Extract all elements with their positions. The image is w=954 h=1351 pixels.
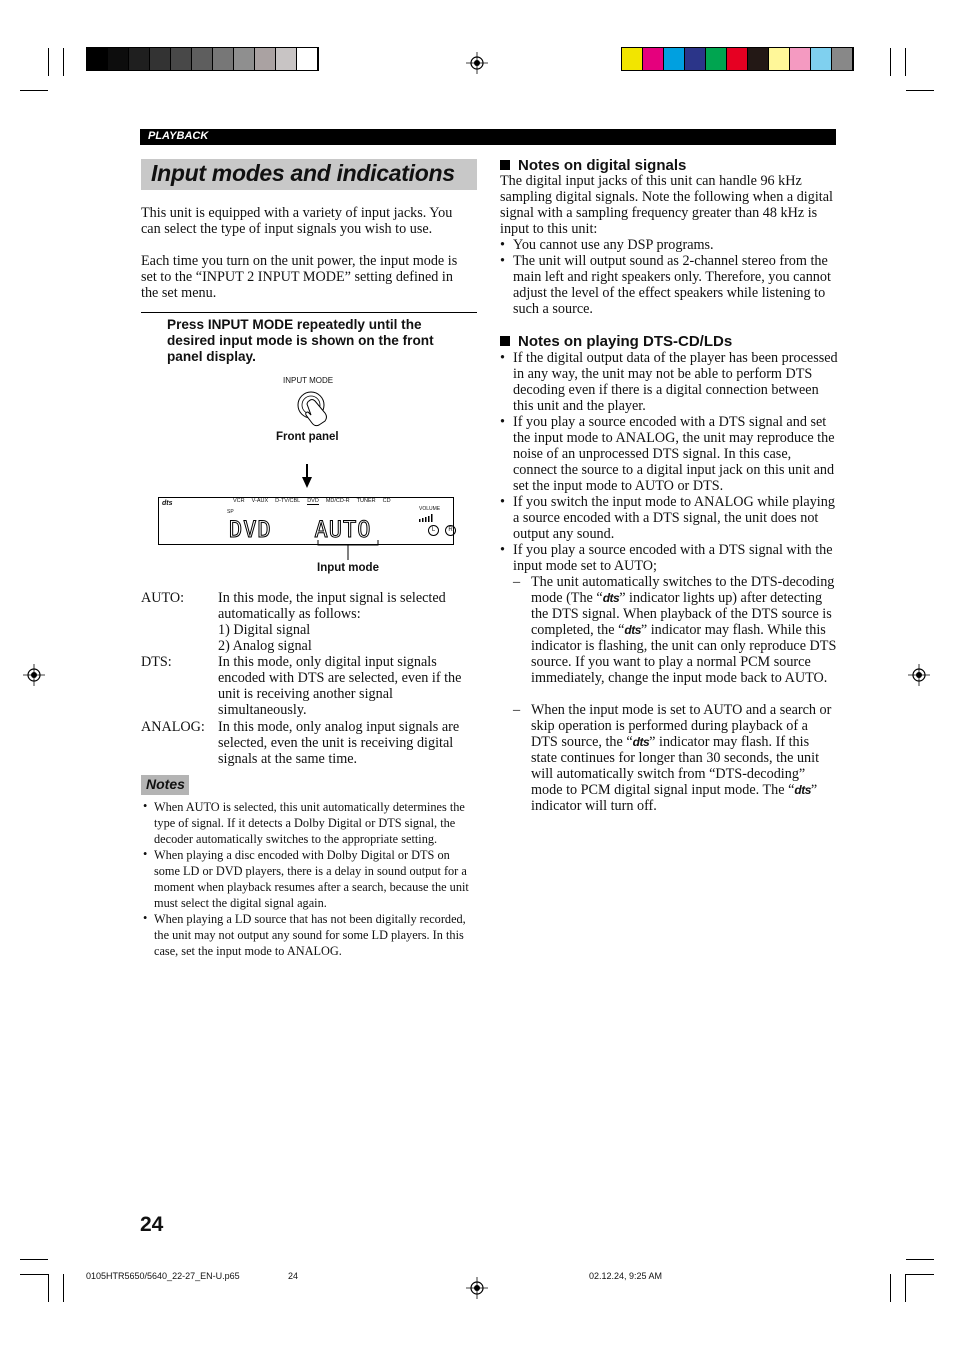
input-indicator: CD bbox=[382, 498, 391, 504]
registration-target-icon bbox=[466, 1277, 488, 1299]
volume-indicator: VOLUME bbox=[419, 506, 441, 512]
color-swatch bbox=[87, 48, 108, 70]
dts-logo-icon: dts bbox=[632, 735, 650, 749]
color-swatch bbox=[811, 48, 832, 70]
list-item: If you play a source encoded with a DTS signal and set the input mode to ANALOG, the unit may reproduce the noise of an unprocessed DTS signal. In this case, connect the source to a digital input jack on this unit and set the input mode to AUTO or DTS. bbox=[513, 414, 835, 494]
input-indicator: D-TV/CBL bbox=[275, 498, 301, 504]
text-fragment: ” indicator may flash. While this indicator is flashing, the unit can only reproduce DTS source. If you want to play a normal PCM source immediately, change the input mode back to AUTO. bbox=[531, 622, 837, 686]
instruction-step: Press INPUT MODE repeatedly until the desired input mode is shown on the front panel display. bbox=[167, 317, 434, 364]
footer-page: 24 bbox=[288, 1271, 299, 1281]
mode-term: DTS: bbox=[141, 654, 172, 670]
footer-filename: 0105HTR5650/5640_22-27_EN-U.p65 bbox=[86, 1271, 240, 1281]
mode-list-item: 1) Digital signal bbox=[218, 622, 311, 638]
text-fragment: ” indicator lights up) after detecting the DTS signal. When playback of the DTS source is completed, the “ bbox=[531, 590, 832, 638]
bullet: • bbox=[500, 253, 505, 269]
crop-mark bbox=[890, 48, 891, 76]
intro-paragraph: Each time you turn on the unit power, the input mode is set to the “INPUT 2 INPUT MODE” setting defined in the set menu. bbox=[141, 253, 458, 301]
right-channel-indicator: R bbox=[445, 525, 456, 536]
list-item: You cannot use any DSP programs. bbox=[513, 237, 714, 253]
crop-mark bbox=[48, 1274, 49, 1302]
pressing-hand-icon bbox=[294, 389, 338, 427]
color-swatch bbox=[769, 48, 790, 70]
square-bullet-icon bbox=[500, 336, 510, 346]
text-fragment: ” indicator will turn off. bbox=[531, 782, 818, 814]
mode-description: In this mode, the input signal is selected automatically as follows: bbox=[218, 590, 446, 622]
heading-text: Notes on digital signals bbox=[518, 157, 687, 174]
input-indicator: DVD bbox=[307, 498, 319, 504]
color-swatch bbox=[706, 48, 727, 70]
list-item: If you play a source encoded with a DTS signal with the input mode set to AUTO; bbox=[513, 542, 833, 574]
color-swatch bbox=[790, 48, 811, 70]
list-item: If you switch the input mode to ANALOG while playing a source encoded with a DTS signal, the unit does not output any sound. bbox=[513, 494, 835, 542]
text-fragment: When the input mode is set to AUTO and a search or skip operation is performed during playback of a DTS source, the “ bbox=[531, 702, 832, 750]
crop-mark bbox=[905, 1274, 906, 1302]
bullet: • bbox=[500, 237, 505, 253]
heading-text: Notes on playing DTS-CD/LDs bbox=[518, 333, 733, 350]
color-swatch bbox=[748, 48, 769, 70]
dts-logo-icon: dts bbox=[624, 623, 641, 637]
crop-mark bbox=[20, 1274, 48, 1275]
note-item: When AUTO is selected, this unit automatically determines the type of signal. If it detects a Dolby Digital or DTS signal, the decoder automatically switches to the appropriate setting. bbox=[154, 800, 465, 846]
bullet: • bbox=[143, 911, 148, 925]
bullet: • bbox=[143, 847, 148, 861]
color-swatch bbox=[255, 48, 276, 70]
paragraph: The digital input jacks of this unit can handle 96 kHz sampling digital signals. Note the following when a digital signal with a sampling frequency greater than 48 kHz is input to this unit: bbox=[500, 173, 833, 237]
bullet: • bbox=[143, 799, 148, 813]
color-swatch bbox=[192, 48, 213, 70]
color-swatch bbox=[276, 48, 297, 70]
color-swatch bbox=[171, 48, 192, 70]
color-swatch bbox=[727, 48, 748, 70]
registration-target-icon bbox=[466, 52, 488, 74]
crop-mark bbox=[20, 1259, 48, 1260]
dash: – bbox=[513, 574, 521, 590]
crop-mark bbox=[906, 90, 934, 91]
mode-term: ANALOG: bbox=[141, 719, 205, 735]
front-panel-label: Front panel bbox=[276, 431, 339, 443]
dash: – bbox=[513, 702, 521, 718]
color-swatch bbox=[234, 48, 255, 70]
crop-mark bbox=[20, 90, 48, 91]
divider bbox=[141, 312, 477, 313]
bullet: • bbox=[500, 414, 505, 430]
input-indicator: TUNER bbox=[356, 498, 376, 504]
section-heading bbox=[500, 333, 732, 350]
left-channel-indicator: L bbox=[428, 525, 439, 536]
crop-mark bbox=[63, 1274, 64, 1302]
registration-target-icon bbox=[23, 664, 45, 686]
display-text: DVD AUTO bbox=[229, 518, 372, 543]
text-fragment: ” indicator may flash. If this state continues for longer than 30 seconds, the unit will automatically switch from “DTS-decoding” mode to PCM digital signal input mode. The “ bbox=[531, 734, 820, 798]
color-swatch bbox=[129, 48, 150, 70]
volume-level-icon bbox=[419, 514, 435, 522]
dts-logo-icon: dts bbox=[794, 783, 811, 797]
square-bullet-icon bbox=[500, 160, 510, 170]
page-number: 24 bbox=[140, 1213, 164, 1236]
color-swatch bbox=[643, 48, 664, 70]
note-item: When playing a LD source that has not been digitally recorded, the unit may not output any sound for some LD players. In this case, set the input mode to ANALOG. bbox=[154, 912, 466, 958]
list-item: The unit will output sound as 2-channel stereo from the main left and right speakers only. Therefore, you cannot adjust the level of the effect speakers while listening to such a source. bbox=[513, 253, 831, 317]
input-mode-caption: Input mode bbox=[317, 562, 379, 574]
input-mode-button-label: INPUT MODE bbox=[283, 376, 334, 385]
crop-mark bbox=[906, 1274, 934, 1275]
section-band bbox=[140, 129, 836, 145]
crop-mark bbox=[63, 48, 64, 76]
down-arrow-icon bbox=[302, 464, 312, 488]
color-swatch bbox=[664, 48, 685, 70]
list-item: If the digital output data of the player has been processed in any way, the unit may not be able to perform DTS decoding even if there is a digital connection between this unit and the player. bbox=[513, 350, 838, 414]
dts-logo-icon: dts bbox=[602, 591, 620, 605]
input-indicator: VCR bbox=[233, 498, 245, 504]
color-swatch bbox=[108, 48, 129, 70]
page-title: Input modes and indications bbox=[151, 160, 455, 186]
sub-list-item bbox=[531, 702, 838, 814]
bullet: • bbox=[500, 542, 505, 558]
grayscale-calibration-bar bbox=[86, 47, 319, 71]
intro-paragraph: This unit is equipped with a variety of input jacks. You can select the type of input signals you wish to use. bbox=[141, 205, 453, 237]
crop-mark bbox=[906, 1259, 934, 1260]
color-swatch bbox=[150, 48, 171, 70]
sub-list-item bbox=[531, 574, 838, 686]
sp-indicator: SP bbox=[227, 509, 234, 515]
dts-indicator: dts bbox=[162, 500, 173, 507]
note-item: When playing a disc encoded with Dolby Digital or DTS on some LD or DVD players, there is a delay in sound output for a moment when playback resumes after a search, because the unit must select the digital signal again. bbox=[154, 848, 469, 910]
bullet: • bbox=[500, 350, 505, 366]
input-indicator: V-AUX bbox=[251, 498, 269, 504]
footer-date: 02.12.24, 9:25 AM bbox=[589, 1271, 663, 1281]
color-swatch bbox=[297, 48, 318, 70]
color-swatch bbox=[213, 48, 234, 70]
color-swatch bbox=[685, 48, 706, 70]
crop-mark bbox=[905, 48, 906, 76]
mode-description: In this mode, only digital input signals encoded with DTS are selected, even if the unit is receiving another signal simultaneously. bbox=[218, 654, 462, 718]
input-mode-bracket bbox=[316, 540, 380, 560]
color-swatch bbox=[622, 48, 643, 70]
crop-mark bbox=[48, 48, 49, 76]
color-swatch bbox=[832, 48, 853, 70]
notes-label: Notes bbox=[146, 776, 185, 792]
section-label: PLAYBACK bbox=[148, 130, 209, 142]
front-panel-display bbox=[158, 497, 454, 545]
mode-term: AUTO: bbox=[141, 590, 185, 606]
crop-mark bbox=[890, 1274, 891, 1302]
input-indicators bbox=[233, 498, 423, 505]
mode-description: In this mode, only analog input signals are selected, even the unit is receiving digital signals at the same time. bbox=[218, 719, 460, 767]
section-heading bbox=[500, 157, 686, 174]
color-calibration-bar bbox=[621, 47, 854, 71]
bullet: • bbox=[500, 494, 505, 510]
input-indicator: MD/CD-R bbox=[325, 498, 350, 504]
text-fragment: The unit automatically switches to the DTS-decoding mode (The “ bbox=[531, 574, 835, 606]
mode-list-item: 2) Analog signal bbox=[218, 638, 312, 654]
registration-target-icon bbox=[908, 664, 930, 686]
